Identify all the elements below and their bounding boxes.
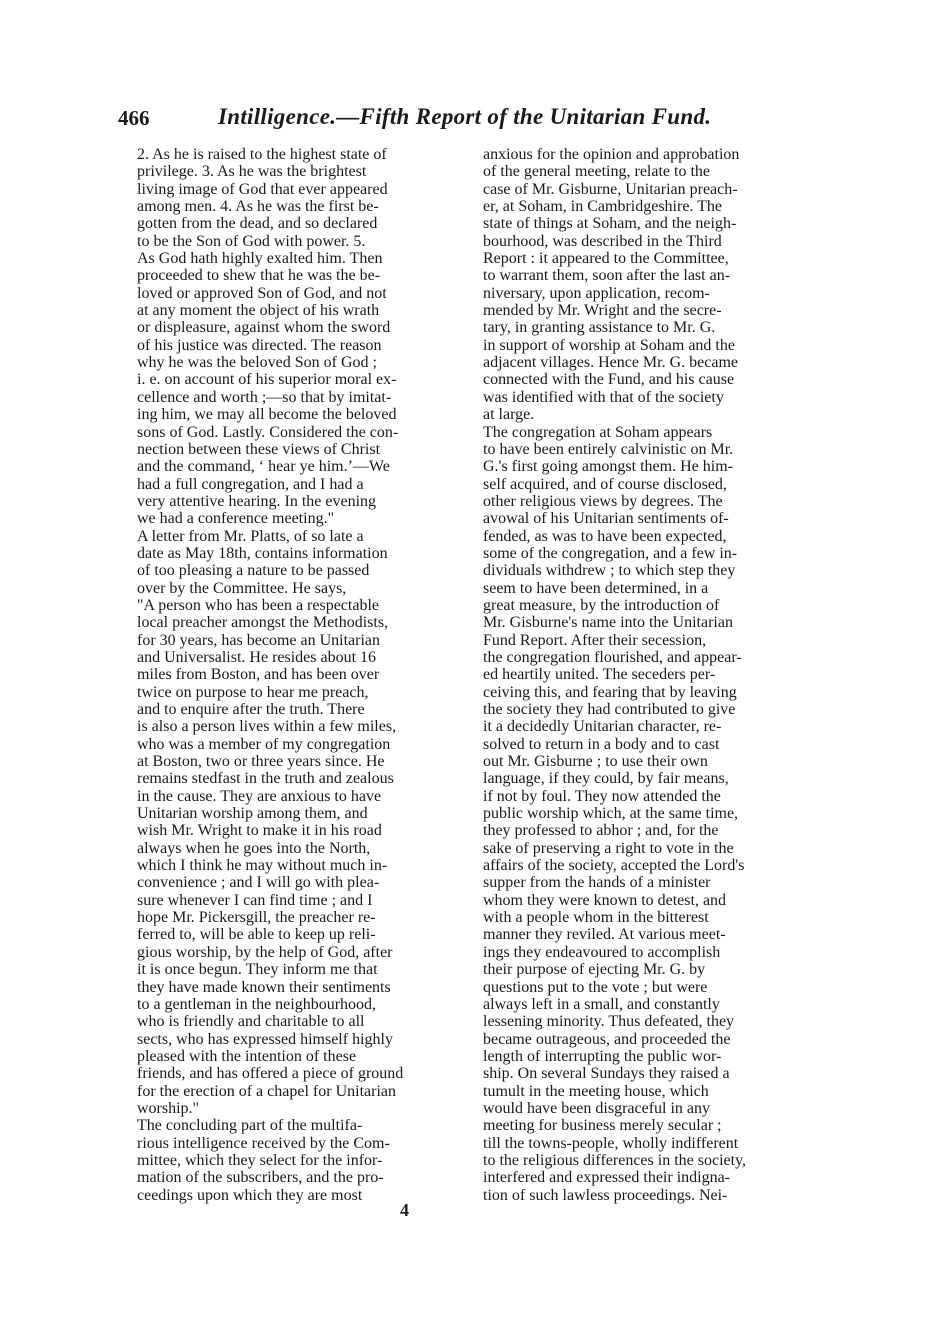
text-line: i. e. on account of his superior moral ex-	[137, 371, 397, 389]
text-line: interfered and expressed their indigna-	[483, 1169, 731, 1187]
text-line: wish Mr. Wright to make it in his road	[137, 822, 382, 840]
text-line: their purpose of ejecting Mr. G. by	[483, 961, 706, 979]
text-line: in the cause. They are anxious to have	[137, 787, 382, 805]
text-line: to be the Son of God with power. 5.	[137, 232, 366, 250]
text-line: worship."	[137, 1099, 200, 1117]
text-line: sake of preserving a right to vote in the	[483, 839, 734, 857]
text-line: "A person who has been a respectable	[137, 596, 379, 614]
text-line: ceiving this, and fearing that by leaving	[483, 683, 737, 701]
text-line: mation of the subscribers, and the pro-	[137, 1169, 384, 1187]
text-line: Mr. Gisburne's name into the Unitarian	[483, 614, 733, 632]
text-line: anxious for the opinion and approbation	[483, 146, 740, 163]
text-line: great measure, by the introduction of	[483, 596, 720, 614]
right-column	[483, 146, 808, 1204]
text-line: loved or approved Son of God, and not	[137, 284, 387, 302]
text-line: ing him, we may all become the beloved	[137, 406, 397, 424]
text-line: The concluding part of the multifa-	[137, 1117, 363, 1135]
text-line: sons of God. Lastly. Considered the con-	[137, 423, 399, 441]
text-line: public worship which, at the same time,	[483, 805, 739, 823]
text-line: date as May 18th, contains information	[137, 544, 388, 562]
text-line: ceedings upon which they are most	[137, 1186, 363, 1204]
text-line: adjacent villages. Hence Mr. G. became	[483, 354, 738, 372]
text-line: supper from the hands of a minister	[483, 874, 711, 892]
text-line: nection between these views of Christ	[137, 440, 381, 458]
text-line: always when he goes into the North,	[137, 839, 371, 857]
text-line: miles from Boston, and has been over	[137, 666, 380, 684]
text-line: who is friendly and charitable to all	[137, 1013, 365, 1031]
page-header	[118, 100, 808, 140]
text-line: connected with the Fund, and his cause	[483, 371, 735, 389]
text-line: would have been disgraceful in any	[483, 1099, 711, 1117]
text-line: we had a conference meeting."	[137, 510, 335, 528]
text-line: which I think he may without much in-	[137, 857, 388, 875]
text-line: hope Mr. Pickersgill, the preacher re-	[137, 909, 376, 927]
text-line: bourhood, was described in the Third	[483, 232, 722, 250]
text-line: As God hath highly exalted him. Then	[137, 250, 383, 268]
text-line: Report : it appeared to the Committee,	[483, 250, 729, 268]
text-line: ferred to, will be able to keep up reli-	[137, 926, 376, 944]
text-line: pleased with the intention of these	[137, 1047, 357, 1065]
left-column	[137, 146, 474, 1204]
text-line: or displeasure, against whom the sword	[137, 319, 391, 337]
text-line: of the general meeting, relate to the	[483, 163, 711, 181]
text-line: manner they reviled. At various meet-	[483, 926, 726, 944]
text-line: er, at Soham, in Cambridgeshire. The	[483, 198, 723, 216]
text-line: among men. 4. As he was the first be-	[137, 198, 379, 216]
text-line: convenience ; and I will go with plea-	[137, 874, 380, 892]
text-line: dividuals withdrew ; to which step they	[483, 562, 736, 580]
text-line: tary, in granting assistance to Mr. G.	[483, 319, 716, 337]
text-line: gious worship, by the help of God, after	[137, 943, 393, 961]
text-line: mittee, which they select for the infor-	[137, 1151, 383, 1169]
text-line: the congregation flourished, and appear-	[483, 648, 742, 666]
text-line: became outrageous, and proceeded the	[483, 1030, 731, 1048]
text-line: with a people whom in the bitterest	[483, 909, 709, 927]
text-line: always left in a small, and constantly	[483, 995, 720, 1013]
text-line: length of interrupting the public wor-	[483, 1047, 722, 1065]
text-line: language, if they could, by fair means,	[483, 770, 729, 788]
text-line: mended by Mr. Wright and the secre-	[483, 302, 722, 320]
text-line: rious intelligence received by the Com-	[137, 1134, 390, 1152]
text-line: local preacher amongst the Methodists,	[137, 614, 389, 632]
text-line: cellence and worth ;—so that by imitat-	[137, 388, 392, 406]
text-line: twice on purpose to hear me preach,	[137, 683, 369, 701]
text-line: if not by foul. They now attended the	[483, 787, 721, 805]
text-line: and the command, ‘ hear ye him.’—We	[137, 458, 390, 476]
text-line: The congregation at Soham appears	[483, 423, 713, 441]
text-line: fended, as was to have been expected,	[483, 527, 727, 545]
text-line: who was a member of my congregation	[137, 735, 391, 753]
text-line: avowal of his Unitarian sentiments of-	[483, 510, 729, 528]
text-line: living image of God that ever appeared	[137, 180, 388, 198]
text-line: gotten from the dead, and so declared	[137, 215, 378, 233]
text-line: is also a person lives within a few miles,	[137, 718, 397, 736]
text-line: they professed to abhor ; and, for the	[483, 822, 719, 840]
text-line: it is once begun. They inform me that	[137, 961, 378, 979]
text-line: at large.	[483, 406, 535, 424]
running-title: Intilligence.—Fifth Report of the Unitarian Fund.	[218, 104, 712, 129]
text-line: for 30 years, has become an Unitarian	[137, 631, 381, 649]
text-line: self acquired, and of course disclosed,	[483, 475, 727, 493]
text-line: Unitarian worship among them, and	[137, 805, 368, 823]
text-line: and to enquire after the truth. There	[137, 701, 365, 718]
text-line: Fund Report. After their secession,	[483, 631, 707, 649]
text-line: whom they were known to detest, and	[483, 891, 727, 909]
text-line: proceeded to shew that he was the be-	[137, 267, 381, 285]
text-line: to the religious differences in the society,	[483, 1151, 747, 1169]
text-line: solved to return in a body and to cast	[483, 735, 720, 753]
text-line: over by the Committee. He says,	[137, 579, 347, 597]
text-line: till the towns-people, wholly indifferent	[483, 1134, 739, 1152]
text-line: privilege. 3. As he was the brightest	[137, 163, 367, 181]
text-line: to a gentleman in the neighbourhood,	[137, 995, 377, 1013]
text-line: sure whenever I can find time ; and I	[137, 891, 373, 909]
text-line: lessening minority. Thus defeated, they	[483, 1013, 735, 1031]
text-line: seem to have been determined, in a	[483, 579, 709, 597]
text-line: at any moment the object of his wrath	[137, 302, 380, 320]
text-line: out Mr. Gisburne ; to use their own	[483, 753, 708, 771]
text-line: in support of worship at Soham and the	[483, 336, 735, 354]
text-line: they have made known their sentiments	[137, 978, 391, 996]
text-line: had a full congregation, and I had a	[137, 475, 364, 493]
text-line: G.'s first going amongst them. He him-	[483, 458, 733, 476]
text-line: to warrant them, soon after the last an-	[483, 267, 731, 285]
text-line: it a decidedly Unitarian character, re-	[483, 718, 722, 736]
text-line: at Boston, two or three years since. He	[137, 753, 385, 771]
text-line: friends, and has offered a piece of ground	[137, 1065, 404, 1083]
text-line: niversary, upon application, recom-	[483, 284, 710, 302]
text-line: why he was the beloved Son of God ;	[137, 354, 377, 372]
text-line: questions put to the vote ; but were	[483, 978, 708, 996]
text-line: ed heartily united. The seceders per-	[483, 666, 716, 684]
text-line: remains stedfast in the truth and zealous	[137, 770, 394, 788]
text-line: very attentive hearing. In the evening	[137, 492, 377, 510]
text-line: of his justice was directed. The reason	[137, 336, 382, 354]
text-line: and Universalist. He resides about 16	[137, 648, 377, 666]
text-line: A letter from Mr. Platts, of so late a	[137, 527, 364, 545]
text-line: the society they had contributed to give	[483, 701, 736, 718]
text-line: other religious views by degrees. The	[483, 492, 723, 510]
text-line: case of Mr. Gisburne, Unitarian preach-	[483, 180, 738, 198]
text-line: for the erection of a chapel for Unitarian	[137, 1082, 396, 1100]
text-line: state of things at Soham, and the neigh-	[483, 215, 737, 233]
signature-mark: 4	[400, 1200, 409, 1220]
text-line: 2. As he is raised to the highest state of	[137, 146, 387, 163]
text-line: sects, who has expressed himself highly	[137, 1030, 393, 1048]
text-line: of too pleasing a nature to be passed	[137, 562, 370, 580]
text-line: ings they endeavoured to accomplish	[483, 943, 721, 961]
text-line: tumult in the meeting house, which	[483, 1082, 709, 1100]
text-line: affairs of the society, accepted the Lord's	[483, 857, 745, 875]
text-line: was identified with that of the society	[483, 388, 724, 406]
page-number: 466	[118, 106, 150, 130]
text-line: some of the congregation, and a few in-	[483, 544, 738, 562]
text-line: tion of such lawless proceedings. Nei-	[483, 1186, 728, 1204]
text-line: ship. On several Sundays they raised a	[483, 1065, 730, 1083]
text-line: to have been entirely calvinistic on Mr.	[483, 440, 734, 458]
text-line: meeting for business merely secular ;	[483, 1117, 722, 1135]
